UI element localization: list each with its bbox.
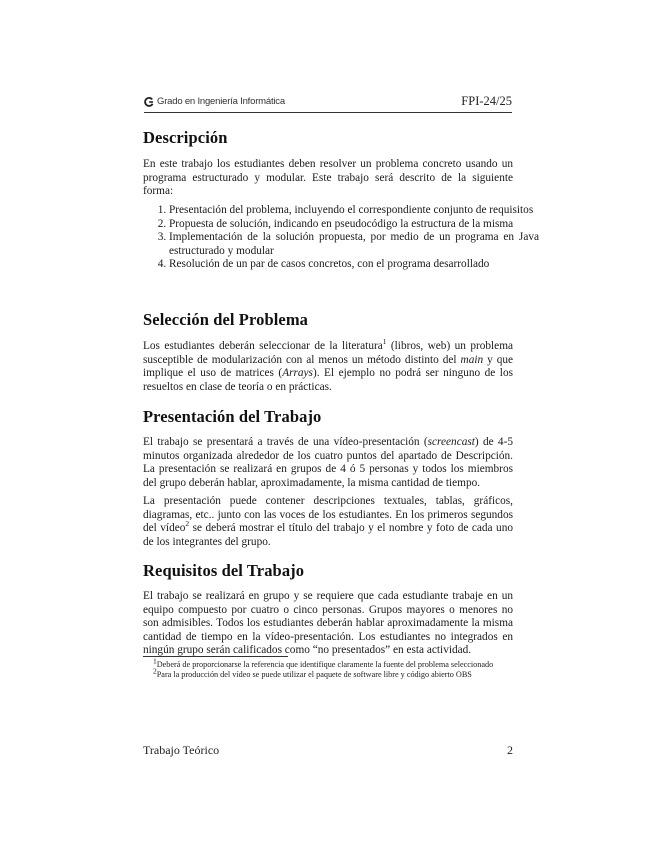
page-number: 2 xyxy=(507,743,513,757)
footnote-divider xyxy=(143,656,288,657)
descripcion-list xyxy=(143,204,539,272)
descripcion-intro: En este trabajo los estudiantes deben resolver un problema concreto usando un programa estructurado y modular. Este trabajo será descrito de la siguiente forma: xyxy=(143,158,513,198)
presentacion-text-a: El trabajo se presentará a través de una vídeo-presentación ( xyxy=(143,436,428,448)
footnote-mark-2[interactable]: 2 xyxy=(185,519,190,529)
presentacion-text-b: ) de 4-5 minutos organizada alrededor de los cuatro puntos del apartado de Descripción. La presentación se realizará en grupos de 4 ó 5 personas y todos los miembros del grupo deberán hablar, aproximadamente, la misma cantidad de tiempo. xyxy=(143,436,513,489)
footnote-2-mark: 2 xyxy=(153,666,157,676)
section-title-requisitos: Requisitos del Trabajo xyxy=(143,561,305,580)
footnote-2 xyxy=(143,666,513,680)
footnotes xyxy=(143,656,513,681)
seleccion-text-b: (libros, web) un problema susceptible de modularización con al menos un método distinto del xyxy=(143,340,513,366)
list-item: 4. Resolución de un par de casos concretos, con el programa desarrollado xyxy=(169,258,539,272)
header-logo-text: Grado en Ingeniería Informática xyxy=(157,96,285,107)
list-item: 1. Presentación del problema, incluyendo el correspondiente conjunto de requisitos xyxy=(169,204,539,218)
footnote-1 xyxy=(143,656,513,670)
list-item: 3. Implementación de la solución propuesta, por medio de un programa en Java estructurado y modular xyxy=(169,231,539,258)
seleccion-arrays-term: Arrays xyxy=(282,367,313,380)
page-header xyxy=(144,94,512,113)
section-title-descripcion: Descripción xyxy=(143,128,228,147)
footer-title: Trabajo Teórico xyxy=(143,743,220,757)
requisitos-paragraph: El trabajo se realizará en grupo y se requiere que cada estudiante trabaje en un equipo compuesto por cuatro o cinco personas. Grupos mayores o menores no son admisibles. Todos los estudiantes deberán hablar aproximadamente la misma cantidad de tiempo en la vídeo-presentación. Los estudiantes no integrados en ningún grupo serán calificados como “no presentados” en esta actividad. xyxy=(143,590,513,657)
list-item: 2. Propuesta de solución, indicando en pseudocódigo la estructura de la misma xyxy=(169,218,539,232)
presentacion-paragraph-1 xyxy=(143,436,513,490)
footnote-1-mark: 1 xyxy=(153,656,157,666)
section-title-seleccion: Selección del Problema xyxy=(143,310,309,329)
section-title-presentacion: Presentación del Trabajo xyxy=(143,407,322,426)
seleccion-text-a: Los estudiantes deberán seleccionar de la literatura xyxy=(143,340,383,352)
presentacion-paragraph-2 xyxy=(143,495,513,549)
footnote-mark-1[interactable]: 1 xyxy=(382,337,387,347)
seleccion-text-c: y que implique el uso de matrices ( xyxy=(143,353,514,380)
header-course-code: FPI-24/25 xyxy=(461,94,512,108)
seleccion-paragraph xyxy=(143,337,514,394)
footnote-2-text: Para la producción del vídeo se puede utilizar el paquete de software libre y código abierto OBS xyxy=(156,670,472,680)
presentacion-text-d: se deberá mostrar el título del trabajo y el nombre y foto de cada uno de los integrantes del grupo. xyxy=(143,522,513,548)
footnote-1-text: Deberá de proporcionarse la referencia que identifique claramente la fuente del problema seleccionado xyxy=(156,660,494,669)
seleccion-main-term: main xyxy=(460,353,484,366)
header-logo xyxy=(144,96,285,107)
presentacion-screencast-term: screencast xyxy=(427,436,475,448)
presentacion-text-c: La presentación puede contener descripciones textuales, tablas, gráficos, diagramas, etc.. junto con las voces de los estudiantes. En los primeros segundos del vídeo xyxy=(143,495,513,535)
seleccion-text-d: ). El ejemplo no podrá ser ninguno de los resueltos en clase de teoría o en prácticas. xyxy=(143,367,513,393)
logo-icon xyxy=(144,97,154,107)
